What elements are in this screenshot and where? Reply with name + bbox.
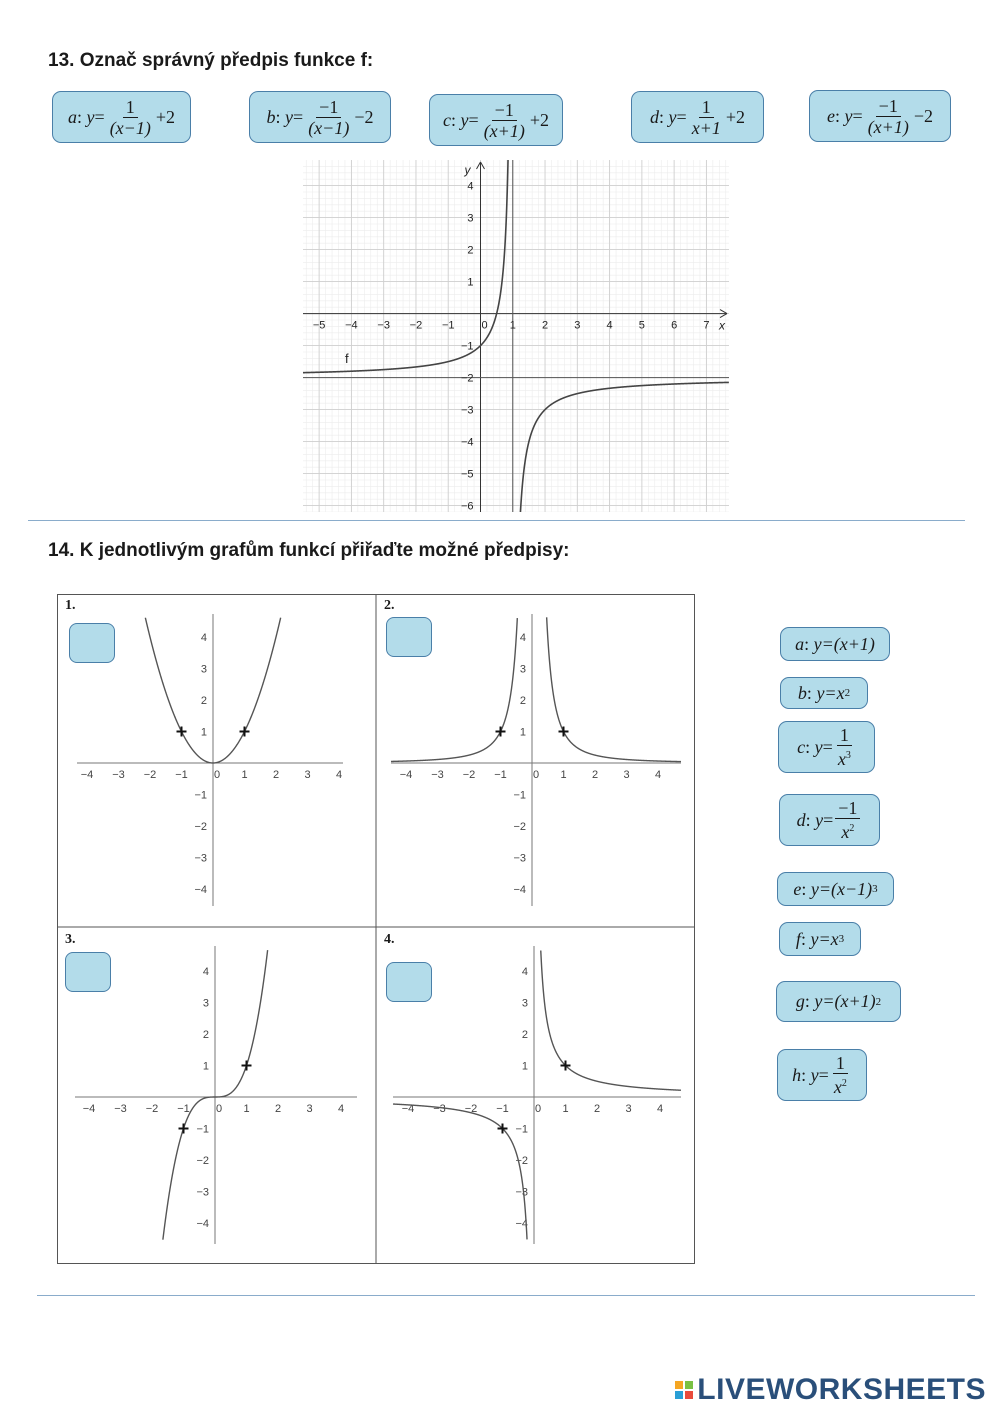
x-tick-label: −4 bbox=[401, 1103, 415, 1115]
liveworksheets-logo: LIVEWORKSHEETS bbox=[675, 1373, 986, 1407]
x-tick-label: 2 bbox=[591, 769, 599, 781]
x-tick-label: −2 bbox=[462, 769, 476, 781]
liveworksheets-logo-icon bbox=[675, 1381, 693, 1399]
x-tick-label: 2 bbox=[541, 319, 549, 332]
y-tick-label: −1 bbox=[194, 789, 207, 802]
x-tick-label: 4 bbox=[335, 769, 343, 781]
y-tick-label: −5 bbox=[460, 468, 474, 481]
cell-2-label: 2. bbox=[384, 598, 395, 613]
y-tick-label: 1 bbox=[467, 276, 474, 289]
answer-box-3[interactable] bbox=[65, 952, 111, 992]
x-tick-label: 1 bbox=[241, 769, 248, 781]
x-tick-label: −2 bbox=[409, 319, 423, 332]
y-tick-label: 1 bbox=[200, 726, 207, 739]
x-tick-label: −2 bbox=[143, 769, 157, 781]
y-tick-label: 1 bbox=[521, 1060, 528, 1073]
graph-cell-1 bbox=[77, 614, 343, 906]
function-label: f bbox=[344, 351, 349, 367]
marked-point bbox=[177, 727, 187, 737]
y-tick-label: 4 bbox=[521, 966, 528, 978]
y-tick-label: −3 bbox=[460, 404, 474, 417]
y-tick-label: −1 bbox=[460, 340, 474, 353]
y-tick-label: 4 bbox=[200, 632, 207, 644]
x-tick-label: −2 bbox=[145, 1103, 159, 1115]
curve-right-branch bbox=[547, 617, 681, 761]
x-tick-label: −1 bbox=[177, 1103, 190, 1115]
formula-b[interactable]: b : y=x 2 bbox=[780, 677, 868, 709]
marked-point bbox=[240, 727, 250, 737]
formula-e[interactable]: e : y=(x−1) 3 bbox=[777, 872, 894, 906]
x-tick-label: −4 bbox=[82, 1103, 96, 1115]
y-tick-label: 2 bbox=[202, 1029, 209, 1041]
separator-line-bottom bbox=[37, 1295, 975, 1296]
x-tick-label: 5 bbox=[638, 319, 645, 332]
formula-c[interactable]: c : y = $\frac{1}{x^3}$ bbox=[778, 721, 875, 773]
curve-right-branch bbox=[541, 950, 681, 1090]
y-tick-label: 2 bbox=[467, 244, 474, 257]
x-tick-label: −4 bbox=[345, 319, 358, 332]
y-tick-label: −4 bbox=[515, 1218, 528, 1230]
x-tick-label: −3 bbox=[431, 769, 444, 781]
y-tick-label: 3 bbox=[467, 212, 474, 225]
x-tick-label: 2 bbox=[274, 1103, 282, 1115]
formula-g[interactable]: g : y=(x+1) 2 bbox=[776, 981, 901, 1022]
separator-line bbox=[28, 520, 965, 521]
q13-option-c[interactable]: c : y = $\frac{-1}{(x+1)}$ +2 bbox=[429, 94, 563, 146]
marked-point bbox=[242, 1061, 252, 1071]
x-tick-label: −5 bbox=[312, 319, 326, 332]
y-tick-label: 3 bbox=[519, 663, 526, 676]
x-tick-label: −1 bbox=[494, 769, 507, 781]
y-tick-label: 1 bbox=[519, 726, 526, 739]
y-tick-label: −6 bbox=[460, 500, 474, 512]
y-tick-label: 3 bbox=[202, 997, 209, 1010]
x-tick-label: 2 bbox=[272, 769, 280, 781]
cell-4-label: 4. bbox=[384, 932, 395, 947]
x-axis-label: x bbox=[719, 318, 725, 333]
formula-f[interactable]: f : y=x 3 bbox=[779, 922, 861, 956]
y-tick-label: 3 bbox=[200, 663, 207, 676]
formula-a[interactable]: a : y=(x+1) bbox=[780, 627, 890, 661]
cell-3-label: 3. bbox=[65, 932, 76, 947]
formula-d[interactable]: d : y = $\frac{-1}{x^2}$ bbox=[779, 794, 880, 846]
y-tick-label: 1 bbox=[202, 1060, 209, 1073]
x-tick-label: 7 bbox=[703, 319, 710, 332]
y-tick-label: −3 bbox=[194, 852, 207, 865]
y-tick-label: −3 bbox=[513, 852, 526, 865]
answer-box-1[interactable] bbox=[69, 623, 115, 663]
x-tick-label: −1 bbox=[441, 319, 455, 332]
formula-h[interactable]: h : y = $\frac{1}{x^2}$ bbox=[777, 1049, 867, 1101]
x-tick-label: 1 bbox=[509, 319, 516, 332]
x-tick-label: 1 bbox=[560, 769, 567, 781]
y-tick-label: −2 bbox=[196, 1155, 209, 1167]
y-tick-label: −2 bbox=[194, 821, 207, 833]
y-tick-label: 2 bbox=[519, 695, 526, 707]
graph-cell-3 bbox=[75, 946, 357, 1244]
x-tick-label: −3 bbox=[112, 769, 125, 781]
x-tick-label: 0 bbox=[534, 1103, 542, 1115]
q13-option-a[interactable]: a : y = $\frac{1}{(x-1)}$ +2 bbox=[52, 91, 191, 143]
x-tick-label: 3 bbox=[625, 1103, 632, 1115]
x-tick-label: 0 bbox=[481, 319, 488, 332]
x-tick-label: 0 bbox=[215, 1103, 223, 1115]
marked-point bbox=[559, 727, 569, 737]
x-tick-label: 0 bbox=[532, 769, 540, 781]
y-tick-label: −4 bbox=[460, 436, 474, 449]
q14-graph-grid bbox=[57, 594, 695, 1264]
y-tick-label: −4 bbox=[194, 884, 207, 896]
cell-1-label: 1. bbox=[65, 598, 76, 613]
q13-graph bbox=[303, 160, 729, 512]
x-tick-label: 3 bbox=[304, 769, 311, 781]
y-tick-label: −2 bbox=[515, 1155, 528, 1167]
y-tick-label: −1 bbox=[515, 1123, 528, 1136]
x-tick-label: 6 bbox=[671, 319, 678, 332]
q13-title: 13. Označ správný předpis funkce f: bbox=[48, 50, 374, 71]
q14-title: 14. K jednotlivým grafům funkcí přiřaďte možné předpisy: bbox=[48, 540, 570, 561]
q13-option-e[interactable]: e : y = $\frac{-1}{(x+1)}$ −2 bbox=[809, 90, 951, 142]
answer-box-4[interactable] bbox=[386, 962, 432, 1002]
y-tick-label: −4 bbox=[513, 884, 526, 896]
x-tick-label: 2 bbox=[593, 1103, 601, 1115]
y-axis-label: y bbox=[464, 163, 471, 177]
x-tick-label: 4 bbox=[606, 319, 613, 332]
x-tick-label: −3 bbox=[433, 1103, 446, 1115]
x-tick-label: −3 bbox=[114, 1103, 127, 1115]
x-tick-label: −2 bbox=[464, 1103, 478, 1115]
y-tick-label: 2 bbox=[521, 1029, 528, 1041]
y-tick-label: 4 bbox=[202, 966, 209, 978]
x-tick-label: 1 bbox=[562, 1103, 569, 1115]
y-tick-label: 2 bbox=[200, 695, 207, 707]
curve-left-branch bbox=[393, 1104, 527, 1239]
y-tick-label: −2 bbox=[513, 821, 526, 833]
x-tick-label: 4 bbox=[337, 1103, 345, 1115]
y-tick-label: 3 bbox=[521, 997, 528, 1010]
y-tick-label: −1 bbox=[513, 789, 526, 802]
x-tick-label: 4 bbox=[654, 769, 662, 781]
x-tick-label: −1 bbox=[496, 1103, 509, 1115]
graph-cell-4 bbox=[393, 946, 681, 1244]
x-tick-label: 3 bbox=[623, 769, 630, 781]
x-tick-label: 1 bbox=[243, 1103, 250, 1115]
q13-option-d[interactable]: d : y = $\frac{1}{x+1}$ +2 bbox=[631, 91, 764, 143]
x-tick-label: −4 bbox=[399, 769, 413, 781]
x-tick-label: 0 bbox=[213, 769, 221, 781]
y-tick-label: −1 bbox=[196, 1123, 209, 1136]
y-tick-label: −2 bbox=[460, 372, 474, 385]
x-tick-label: −4 bbox=[80, 769, 94, 781]
marked-point bbox=[496, 727, 506, 737]
x-tick-label: −1 bbox=[175, 769, 188, 781]
x-tick-label: 3 bbox=[306, 1103, 313, 1115]
y-tick-label: −3 bbox=[515, 1186, 528, 1199]
y-tick-label: −3 bbox=[196, 1186, 209, 1199]
x-tick-label: 3 bbox=[574, 319, 581, 332]
y-tick-label: 4 bbox=[519, 632, 526, 644]
x-tick-label: 4 bbox=[656, 1103, 664, 1115]
q13-option-b[interactable]: b : y = $\frac{-1}{(x-1)}$ −2 bbox=[249, 91, 391, 143]
marked-point bbox=[179, 1124, 189, 1134]
y-tick-label: −4 bbox=[196, 1218, 209, 1230]
x-tick-label: −3 bbox=[377, 319, 390, 332]
y-tick-label: 4 bbox=[467, 180, 474, 193]
answer-box-2[interactable] bbox=[386, 617, 432, 657]
graph-cell-2 bbox=[391, 614, 681, 906]
